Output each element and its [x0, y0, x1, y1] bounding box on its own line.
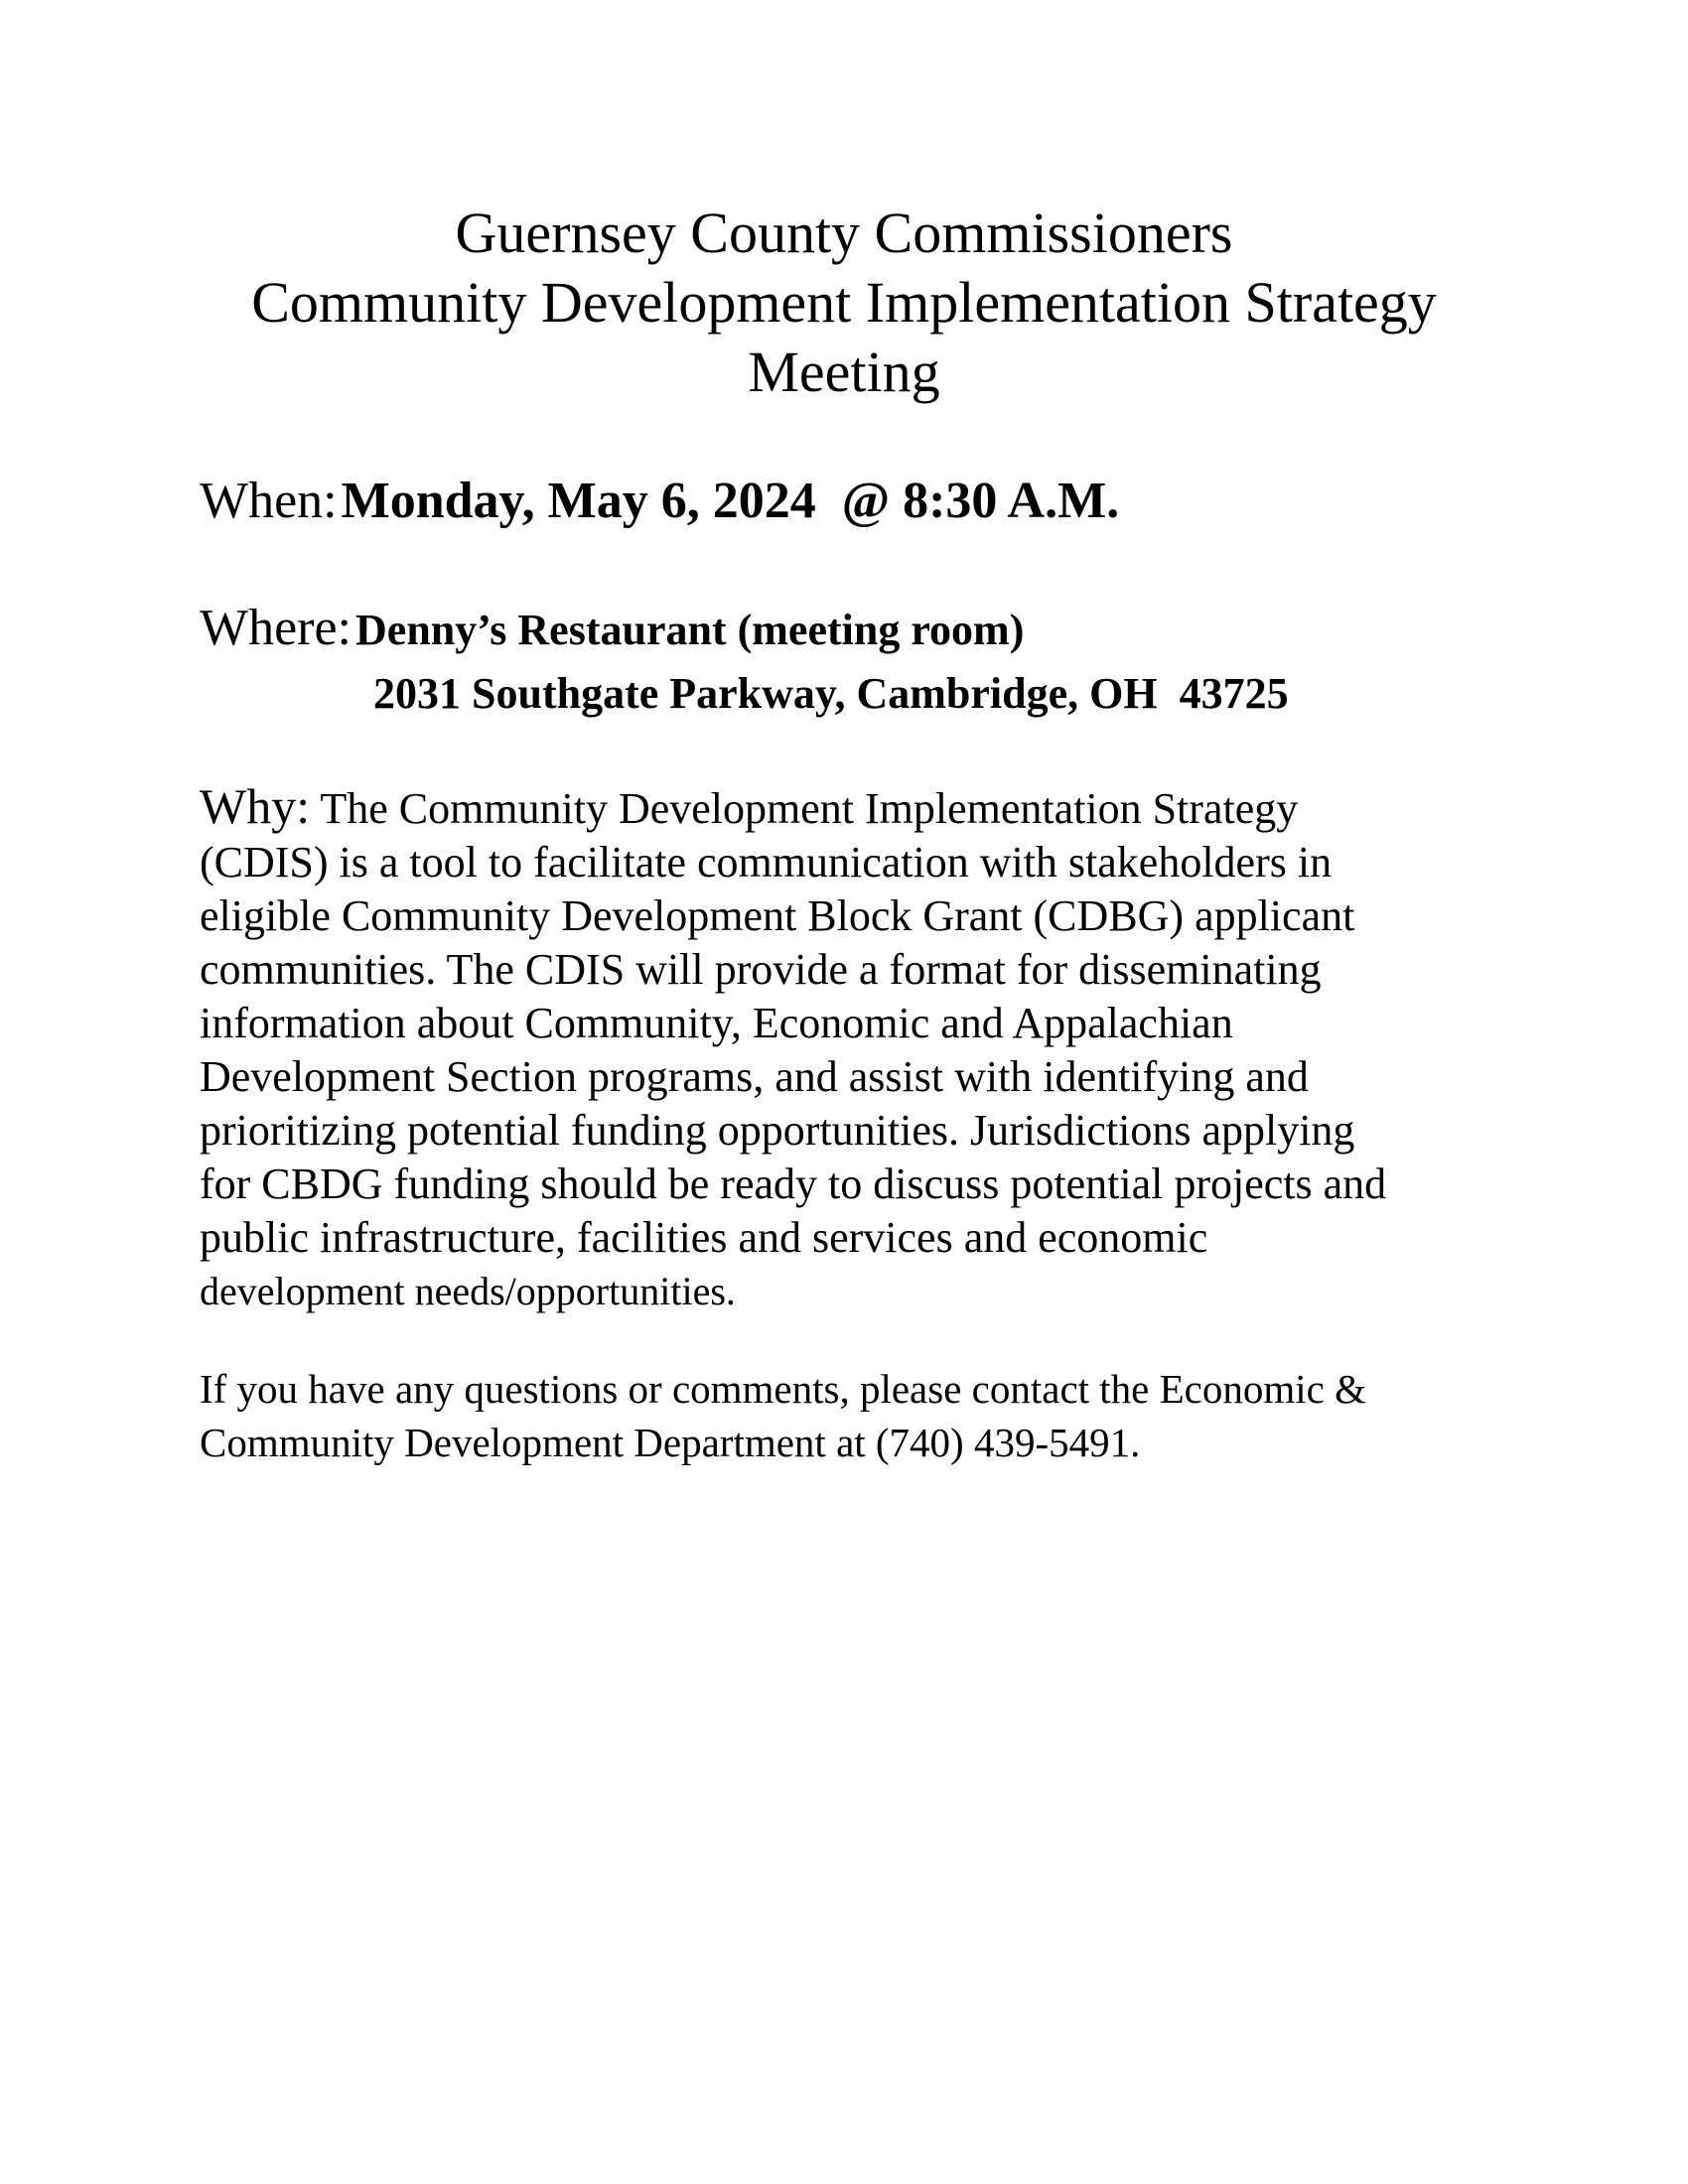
where-venue: Denny’s Restaurant (meeting room) — [355, 606, 1025, 654]
why-line-10: development needs/opportunities. — [200, 1269, 736, 1313]
title-line-3: Meeting — [748, 340, 940, 404]
title-line-1: Guernsey County Commissioners — [455, 201, 1233, 265]
why-line-6: Development Section programs, and assist with identifying and — [200, 1052, 1309, 1101]
contact-section — [200, 1362, 1510, 1469]
why-line-7: prioritizing potential funding opportunities. Jurisdictions applying — [200, 1106, 1355, 1155]
where-section — [200, 602, 1289, 721]
where-address: 2031 Southgate Parkway, Cambridge, OH 43725 — [373, 669, 1289, 718]
why-line-9: public infrastructure, facilities and services and economic — [200, 1213, 1208, 1262]
why-line-5: information about Community, Economic and Appalachian — [200, 999, 1233, 1047]
when-value: Monday, May 6, 2024 @ 8:30 A.M. — [341, 473, 1120, 529]
contact-line-2: Community Development Department at (740) 439-5491. — [200, 1420, 1141, 1465]
title-block — [0, 199, 1688, 407]
why-line-8: for CBDG funding should be ready to discuss potential projects and — [200, 1160, 1387, 1208]
why-line-4: communities. The CDIS will provide a format for disseminating — [200, 945, 1322, 994]
why-line-1: The Community Development Implementation Strategy — [320, 784, 1299, 833]
contact-line-1: If you have any questions or comments, please contact the Economic & — [200, 1366, 1366, 1412]
why-label: Why: — [200, 778, 311, 834]
where-label: Where: — [200, 600, 352, 656]
when-section — [200, 472, 1119, 543]
why-line-2: (CDIS) is a tool to facilitate communication with stakeholders in — [200, 838, 1333, 887]
why-paragraph — [200, 779, 1510, 1318]
why-line-3: eligible Community Development Block Grant (CDBG) applicant — [200, 891, 1355, 940]
when-label: When: — [200, 473, 338, 529]
title-line-2: Community Development Implementation Strategy — [251, 270, 1437, 335]
why-section — [200, 779, 1510, 1318]
